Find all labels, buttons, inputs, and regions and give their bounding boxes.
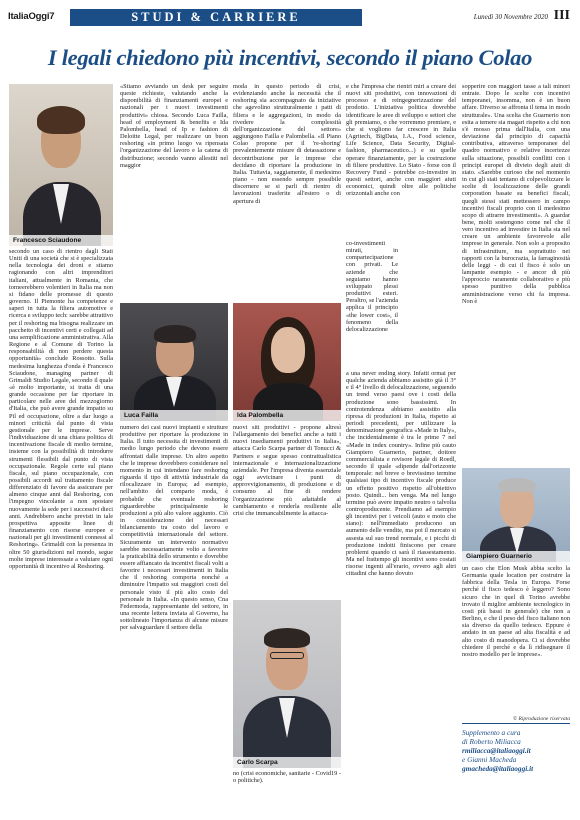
- section-title: STUDI & CARRIERE: [70, 9, 362, 26]
- article-column-4: e che l'impresa che rientri miri a creare dei nuovi siti produttivi, con innovazioni di processo e di reingegnerizzazione del prodotto. L'iniziativa politica dovrebbe identificare le aree di sviluppo e settori che gli premiamo, o che vorremmo premiare, e che si vogliono far crescere in Italia (Agritech, BigData, I.A., Food science, Life Science, Data Security, Digital-fashion, pharmaceutico...) e su quelle operare finanziamente, per la costruzione di filiere produttive. Lo Stato - forse con il Recovery Fund - potrebbe co-investire in questi settori, anche con maggiori aiuti economici, quindi oltre alle politiche orizzontali anche con: [346, 83, 456, 198]
- article-column-3: moda in questo periodo di crisi, evidenziando anche la necessità che il reshoring sia accompagnato da iniziative che agevolino strutturalmente i patti di filiera e le aggregazioni, in modo da rivedere la complessità dell'organizzazione del settore» aggiungono Failla e Palombella. «Il Piano Colao propone per il 're-shoring' prevalentemente misure di detassazione e decontribuzione per le imprese che decidano di riportare la produzione in Italia. Tuttavia, saggiamente, il medesimo piano - non essendo sempre possibile discernere se si parli di rientro di lavorazioni trasferite all'estero o di apertura di: [233, 83, 341, 205]
- photo-caption: Carlo Scarpa: [233, 757, 341, 768]
- article-column-4-cont: a una never ending story. Infatti ormai per qualche azienda abbiamo assistito già il 3° e il 4° livello di delocalizzazione, seguendo un trend verso paesi ove i costi della produzione sono bassissimi. In controtendenza abbiamo assistito alla ripresa di produzioni in Italia, rispetto ai periodi precedenti, per utilizzare la denominazione geografica «Made in Italy», che incidentalmente è tra le prime 7 nel «Made in index country». Infine più cauto Giampiero Guarnerio, partner, dottore commercialista e revisore legale di Roedl, secondo il quale «dipende dall'orizzonte temporale: nel breve o brevissimo termine qualsiasi tipo di incentivo fiscale produce un effetto positivo rispetto all'obiettivo posto. Quindi... ben venga. Ma nel lungo termine può avere impatto neutro o talvolta controproducente. Prendiamo ad esempio gli incentivi per i veicoli (auto e moto che siano): nell'immediato producono un aumento delle vendite, ma poi il mercato si assesta sul suo trend normale, e i picchi di produzione indotti finiscono per creare problemi quando ci sarà il riassestamento. Ma nel frattempo gli incentivi sono costati risorse ingenti all'erario, ovvero agli altri cittadini che hanno dovuto: [346, 370, 456, 578]
- photo-caption: Giampiero Guarnerio: [462, 551, 570, 562]
- copyright-notice: © Riproduzione riservata: [512, 716, 570, 722]
- supplement-editor-1: di Roberto Miliacca: [462, 737, 521, 746]
- photo-palombella: [233, 303, 341, 421]
- supplement-credits: [462, 728, 570, 773]
- supplement-email-2[interactable]: gmacheda@italiaoggi.it: [462, 764, 534, 773]
- article-column-2-cont: numero dei casi nuovi impianti e strutture produttive per riportare la produzione in Italia. Il tutto necessita di investimenti di medio lungo periodo che devono essere affrontati dalle imprese. Un altro aspetto che le imprese dovrebbero considerare nel momento in cui intendano fare reshoring riguarda il tipo di attività industriale da rilocalizzare in Europa; ad esempio, nell'ambito del comparto moda, è probabile che eventuale reshoring riguarderebbe principalmente le produzioni a più alto valore aggiunto. Ciò in considerazione dei necessari bilanciamento tra costo del lavoro e competitività internazionale del settore. Sicuramente un intervento normativo sarebbe necessariamente volto a favorire la praticabilità dello strumento e dovrebbe essere affiancato da incentivi fiscali volti a favorire i necessari investimenti in Italia che il reshoring comporta nonché a diminuire l'impatto sui maggiori costi del personale visto il più alto costo del personale in Italia. «In questo senso, Cna Federmoda, rappresentante del settore, in una recente lettera inviata al Governo, ha sottolineato l'importanza di alcune misure per salvaguardare il settore della: [120, 424, 228, 632]
- photo-guarnerio: [462, 468, 570, 562]
- brand-logo: ItaliaOggi7: [8, 11, 55, 22]
- photo-scarpa: [233, 600, 341, 768]
- article-column-5-cont: un caso che Elon Musk abbia scelto la Germania quale location per costruire la fabbrica della Tesla in Europa. Forse perché il fisco tedesco è leggero? Sono sicuro che in quel di Torino avrebbe trovato il miglior ambiente tecnologico in costi più bassi in generale) che non a Berlino, e che il peso del fisco italiano non sia diverso da quello tedesco. Eppure è andato in un paese ad alta fiscalità e ad alto costo di manodopera. Ci si dovrebbe chiedere il perché e da lì ridisegnare il nostro modello per le imprese».: [462, 565, 570, 658]
- article-column-4-narrow: co-investimenti mirati, in compartecipazione con privati. Le aziende che seguiamo hanno sviluppato plessi produttivi esteri. Peraltro, se l'azienda applica il principio «the lower cost», il fenomeno della delocalizzazione: [346, 240, 399, 333]
- photo-caption: Luca Failla: [120, 410, 228, 421]
- supplement-line: Supplemento a cura: [462, 728, 521, 737]
- article-column-5: sopperire con maggiori tasse a tali minori entrate. Dopo le scelte con incentivi temporanei, insomma, non è un buon affare. Diverso se affronta il tema in modo strutturale». Una scelta che Guarnerio non esita a temere sia magari rispetto a chi non s'è mosso prima dall'Italia, con una deviazione dal principio di capacità contributiva, attraverso temporanee del quadro normativo e relative incertezze sulla situazione, possibili conflitti con i principi europei di divieto degli aiuti di stato. «Sarebbe curioso che nel momento in cui gli stati tentano di colpevolizzare le scelte di localizzazione delle grandi corporation basate su benefici fiscali, quegli stessi stati mettessero in campo incentivi fiscali proprio con il medesimo scopo di attrarre investimenti». A guardar bene, molti sostengono come nel che il vero incentivo ad investire in Italia sta nel creare un ambiente favorevole alle imprese in generale. Non solo a proposito di infrastrutture, ma soprattutto nei rapporti con la burocrazia, la farraginosità delle leggi - di cui il fisco è solo un lampante esempio - e ancor di più l'approccio raramente collaborativo e più spesso punitivo della pubblica amministrazione verso chi fa impresa. Non è: [462, 83, 570, 305]
- article-column-2: «Stiamo avviando un desk per seguire queste richieste, valutando anche la disponibilità di finanziamenti europei e nazionali per i nuovi investimenti produttivi» chiosa. Secondo Luca Failla, head of employment & benefits e Ida Palombella, head of Ip e fashion di Deloitte Legal, per realizzare un buon reshoring «in primo luogo va ripensata l'organizzazione del lavoro e la catena di distribuzione; secondo vanno allestiti nel maggior: [120, 83, 228, 169]
- issue-date: Lunedì 30 Novembre 2020: [473, 13, 548, 21]
- supplement-editor-2: e Gianni Macheda: [462, 755, 517, 764]
- photo-sciaudone: [9, 84, 113, 246]
- article-column-1: secondo un caso di rientro dagli Stati Uniti di una società che si è specializzata nella tecnologia dei droni e stiamo ragionando con altri imprenditori italiani, attualmente in Romania, che torneerebbero volentieri in Italia ma non si fidano delle promesse di questo governo. Il Piemonte ha competenze e saperi in tutta la filiera automotive e ricerca e sviluppo tech: sarebbe attrattivo per il reshoring ma bisogna realizzare un pacchetto di incentivi certi e collegati ad una semplificazione amministrativa. Alla Regione e al Comune di Torino la responsabilità di non perdere questa opportunità» conclude Rossotto. Sulla medesima lunghezza d'onda è Francesco Sciaudone, managing partner di Grimaldi Studio Legale, secondo il quale «è molto importante, si tratta di una grande occasione per far riportare in particolare nelle aree del mezzogiorno d'Italia, che può avere grande impatto su Pil ed occupazione, oltre a dar luogo a minori criticità dal punto di vista gestionale per le imprese. Serve l'individuazione di una chiara politica di incentivazione fiscale di medio termine, insieme con la possibilità di introdurre strumenti flessibili dal punto di vista occupazionale. Regole certe sul piano fiscale, sul piano occupazionale, con possibili accordi sul trattamento fiscale differenziato di favore da assicurare per almeno cinque anni dal Reshoring, con l'impegno vincolante a non spostare nuovamente la sede per i successivi dieci anni. Andrebbero anche previsti in tale prospettiva apposite linee di finanziamento con risorse europee e nazionali per gli investimenti connessi al Reshoring». Grimaldi con la presenza in oltre 50 giurisdizioni nel mondo, segue molte imprese interessate a valutare ogni opportunità di incentivo al Reshoring.: [9, 248, 113, 570]
- photo-failla: [120, 303, 228, 421]
- page-number: III: [553, 8, 570, 23]
- photo-caption: Ida Palombella: [233, 410, 341, 421]
- article-column-3-cont: nuovi siti produttivi - propone altresì l'allargamento dei benefici anche a tutti i nuovi insediamenti produttivi in Italia», attacca Carlo Scarpa partner di Tonucci & Partners e segue spesso contrattualistica internazionale e internazionalizzazione aziendale. Per l'impresa diventa essenziale oggi avvicinare i punti di approvvigionamento, di produzione e di consumo al fine di rendere l'organizzazione più adattabile al cambiamento e renderla resiliente alle crisi che immancabilmente la attacca-: [233, 424, 341, 517]
- photo-caption: Francesco Sciaudone: [9, 235, 113, 246]
- supplement-email-1[interactable]: rmiliacca@italiaoggi.it: [462, 746, 531, 755]
- divider: [462, 723, 570, 724]
- masthead: [8, 9, 570, 27]
- article-column-3-end: no (crisi economiche, sanitarie - Covid19 - o politiche).: [233, 770, 341, 785]
- article-headline: I legali chiedono più incentivi, secondo il piano Colao: [47, 45, 533, 70]
